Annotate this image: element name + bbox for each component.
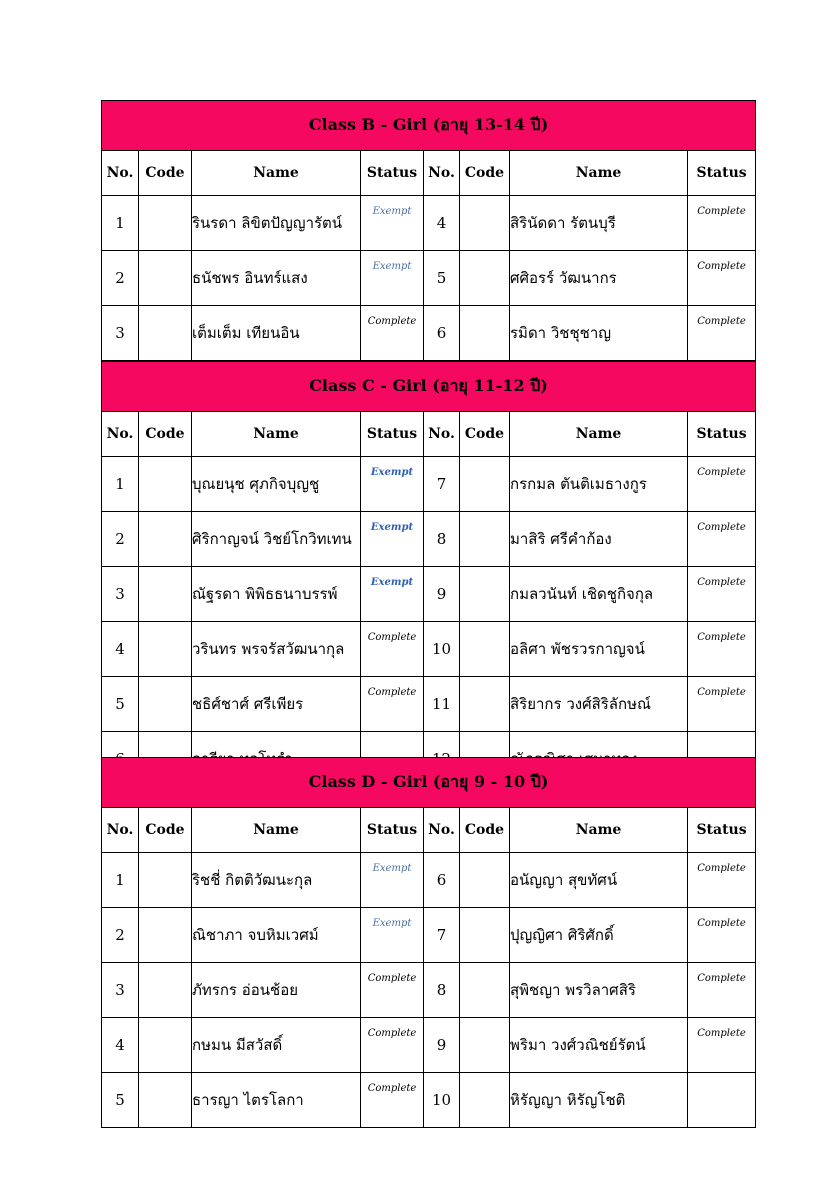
table-row (102, 963, 756, 1018)
entry-no: 2 (102, 908, 139, 963)
entry-no: 3 (102, 567, 139, 622)
entry-no: 5 (102, 1073, 139, 1128)
entry-code (460, 908, 510, 963)
entry-code (139, 567, 192, 622)
entry-status: Complete (688, 1018, 756, 1073)
entry-name: ศศิอรร์ วัฒนากร (510, 251, 688, 306)
entry-name: สิริยากร วงศ์สิริลักษณ์ (510, 677, 688, 732)
entry-code (139, 306, 192, 361)
entry-no: 2 (102, 251, 139, 306)
entry-name: พริมา วงศ์วณิชย์รัตน์ (510, 1018, 688, 1073)
table-row (102, 457, 756, 512)
header-no: No. (424, 808, 460, 853)
entry-status: Complete (688, 677, 756, 732)
header-code: Code (460, 808, 510, 853)
entry-code (139, 677, 192, 732)
header-row (102, 151, 756, 196)
entry-status: Complete (688, 963, 756, 1018)
header-name: Name (510, 412, 688, 457)
header-code: Code (139, 808, 192, 853)
header-status: Status (688, 412, 756, 457)
entry-code (460, 677, 510, 732)
header-row (102, 808, 756, 853)
class-c-table (101, 361, 756, 787)
entry-no: 1 (102, 853, 139, 908)
entry-name: กษมน มีสวัสดิ์ (192, 1018, 361, 1073)
table-row (102, 251, 756, 306)
entry-no: 1 (102, 196, 139, 251)
entry-status: Complete (688, 622, 756, 677)
entry-code (460, 853, 510, 908)
entry-code (139, 196, 192, 251)
entry-name: สุพิชญา พรวิลาศสิริ (510, 963, 688, 1018)
header-no: No. (102, 412, 139, 457)
entry-name: ภัทรกร อ่อนช้อย (192, 963, 361, 1018)
entry-status: Exempt (361, 512, 424, 567)
entry-code (460, 1073, 510, 1128)
entry-name: ชธิศ์ชาศ์ ศรีเพียร (192, 677, 361, 732)
entry-name: ศิริกาญจน์ วิชย์โกวิทเทน (192, 512, 361, 567)
table-row (102, 853, 756, 908)
entry-status: Complete (688, 251, 756, 306)
header-code: Code (139, 412, 192, 457)
entry-code (139, 1073, 192, 1128)
entry-no: 11 (424, 677, 460, 732)
entry-no: 1 (102, 457, 139, 512)
entry-status: Complete (688, 306, 756, 361)
entry-status: Exempt (361, 567, 424, 622)
entry-code (460, 512, 510, 567)
entry-no: 9 (424, 1018, 460, 1073)
header-status: Status (361, 808, 424, 853)
entry-name: ณัฐรดา พิพิธธนาบรรพ์ (192, 567, 361, 622)
entry-name: เต็มเต็ม เทียนอิน (192, 306, 361, 361)
entry-name: หิรัญญา หิรัญโชติ (510, 1073, 688, 1128)
entry-code (460, 567, 510, 622)
header-status: Status (361, 151, 424, 196)
entry-no: 3 (102, 306, 139, 361)
header-name: Name (192, 412, 361, 457)
class-b-table (101, 100, 756, 361)
entry-status: Complete (688, 853, 756, 908)
header-code: Code (460, 151, 510, 196)
entry-status: Exempt (361, 908, 424, 963)
header-status: Status (688, 151, 756, 196)
entry-status: Exempt (361, 196, 424, 251)
entry-code (460, 457, 510, 512)
entry-status: Complete (688, 457, 756, 512)
entry-no: 5 (424, 251, 460, 306)
entry-status: Complete (361, 622, 424, 677)
entry-status: Complete (361, 963, 424, 1018)
entry-code (139, 963, 192, 1018)
entry-name: รมิดา วิชชุชาญ (510, 306, 688, 361)
header-name: Name (510, 808, 688, 853)
entry-status: Complete (361, 1018, 424, 1073)
header-no: No. (102, 151, 139, 196)
entry-code (139, 622, 192, 677)
entry-status: Complete (361, 677, 424, 732)
table-row (102, 677, 756, 732)
entry-status: Complete (688, 567, 756, 622)
entry-code (460, 963, 510, 1018)
entry-code (139, 512, 192, 567)
entry-name: อนัญญา สุขทัศน์ (510, 853, 688, 908)
class-title-row (102, 758, 756, 808)
entry-no: 5 (102, 677, 139, 732)
header-name: Name (192, 808, 361, 853)
table-row (102, 908, 756, 963)
entry-name: กรกมล ตันติเมธางกูร (510, 457, 688, 512)
entry-no: 2 (102, 512, 139, 567)
table-row (102, 1018, 756, 1073)
entry-name: ปุญญิศา ศิริศักดิ์ (510, 908, 688, 963)
header-name: Name (192, 151, 361, 196)
header-name: Name (510, 151, 688, 196)
entry-status: Complete (688, 196, 756, 251)
table-row (102, 306, 756, 361)
entry-no: 7 (424, 908, 460, 963)
entry-status: Exempt (361, 251, 424, 306)
entry-code (460, 196, 510, 251)
entry-status: Complete (361, 306, 424, 361)
entry-name: ริชชี่ กิตติวัฒนะกุล (192, 853, 361, 908)
entry-no: 6 (424, 853, 460, 908)
class-title: Class C - Girl (อายุ 11-12 ปี) (102, 362, 756, 412)
entry-code (139, 908, 192, 963)
entry-name: วรินทร พรจรัสวัฒนากุล (192, 622, 361, 677)
entry-code (460, 1018, 510, 1073)
entry-code (460, 306, 510, 361)
entry-code (460, 622, 510, 677)
header-code: Code (460, 412, 510, 457)
table-row (102, 196, 756, 251)
entry-name: บุณยนุช ศุภกิจบุญชู (192, 457, 361, 512)
header-no: No. (424, 151, 460, 196)
class-d-table (101, 757, 756, 1128)
entry-no: 10 (424, 622, 460, 677)
entry-name: ธนัชพร อินทร์แสง (192, 251, 361, 306)
entry-name: อลิศา พัชรวรกาญจน์ (510, 622, 688, 677)
entry-status: Complete (688, 512, 756, 567)
table-row (102, 622, 756, 677)
header-no: No. (424, 412, 460, 457)
table-row (102, 1073, 756, 1128)
entry-no: 6 (424, 306, 460, 361)
entry-status: Exempt (361, 853, 424, 908)
entry-code (139, 457, 192, 512)
entry-code (460, 251, 510, 306)
entry-no: 10 (424, 1073, 460, 1128)
class-title-row (102, 362, 756, 412)
entry-name: สิรินัดดา รัตนบุรี (510, 196, 688, 251)
table-row (102, 567, 756, 622)
table-row (102, 512, 756, 567)
entry-code (139, 1018, 192, 1073)
entry-code (139, 853, 192, 908)
entry-no: 4 (102, 1018, 139, 1073)
entry-no: 8 (424, 963, 460, 1018)
entry-no: 9 (424, 567, 460, 622)
entry-name: ณิชาภา จบหิมเวศม์ (192, 908, 361, 963)
header-status: Status (688, 808, 756, 853)
entry-name: ธารญา ไตรโลกา (192, 1073, 361, 1128)
entry-no: 3 (102, 963, 139, 1018)
entry-status: Complete (688, 908, 756, 963)
entry-name: มาสิริ ศรีคำก้อง (510, 512, 688, 567)
entry-name: กมลวนันท์ เชิดชูกิจกุล (510, 567, 688, 622)
entry-code (139, 251, 192, 306)
entry-name: รินรดา ลิขิตปัญญารัตน์ (192, 196, 361, 251)
entry-no: 4 (102, 622, 139, 677)
header-row (102, 412, 756, 457)
class-title: Class D - Girl (อายุ 9 - 10 ปี) (102, 758, 756, 808)
class-title-row (102, 101, 756, 151)
header-code: Code (139, 151, 192, 196)
entry-no: 4 (424, 196, 460, 251)
entry-status: Exempt (361, 457, 424, 512)
entry-status: Complete (361, 1073, 424, 1128)
header-no: No. (102, 808, 139, 853)
header-status: Status (361, 412, 424, 457)
entry-status (688, 1073, 756, 1128)
class-title: Class B - Girl (อายุ 13-14 ปี) (102, 101, 756, 151)
entry-no: 8 (424, 512, 460, 567)
entry-no: 7 (424, 457, 460, 512)
